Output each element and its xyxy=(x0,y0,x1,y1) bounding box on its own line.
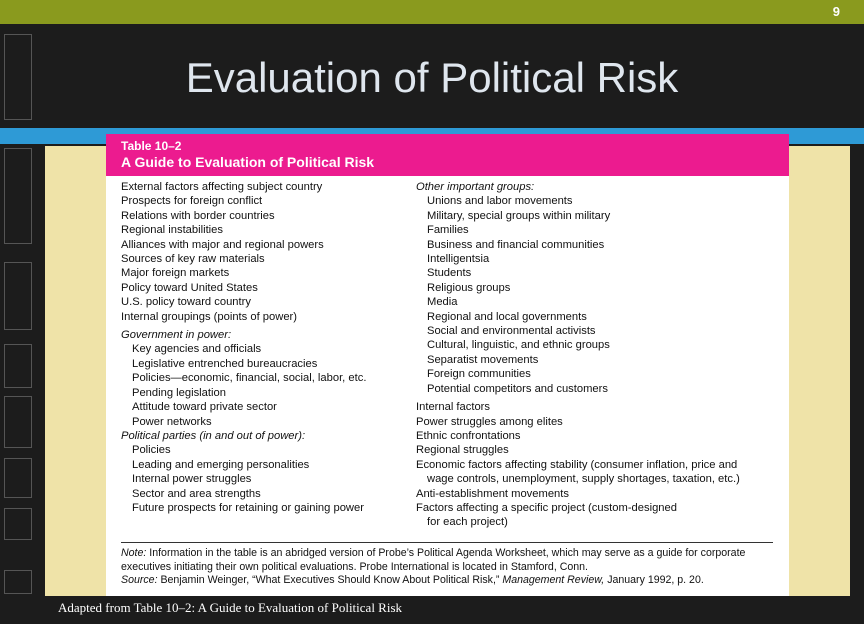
table-line: Sources of key raw materials xyxy=(121,253,265,266)
left-column xyxy=(121,180,366,515)
table-line: Internal factors xyxy=(416,401,490,414)
table-group-heading: Political parties (in and out of power): xyxy=(121,429,306,442)
table-line: Religious groups xyxy=(427,281,511,294)
table-line: Major foreign markets xyxy=(121,267,230,280)
table-group-heading: Other important groups: xyxy=(416,181,535,193)
table-line: Military, special groups within military xyxy=(427,209,611,222)
table-line: Policies xyxy=(132,444,171,457)
source-text: Benjamin Weinger, “What Executives Should Know About Political Risk,” xyxy=(157,574,503,586)
table-line: Power networks xyxy=(132,415,212,428)
divider xyxy=(121,542,773,543)
table-line: Attitude toward private sector xyxy=(132,401,277,414)
table-number: Table 10–2 xyxy=(121,139,182,153)
table-line: Business and financial communities xyxy=(427,238,605,251)
table-line: Students xyxy=(427,267,472,280)
table-line: Policy toward United States xyxy=(121,281,258,294)
table-notes xyxy=(121,547,781,588)
table-line: Regional and local governments xyxy=(427,310,587,323)
table-line: Foreign communities xyxy=(427,368,531,381)
table-line: for each project) xyxy=(427,516,508,529)
table-line: Economic factors affecting stability (consumer inflation, price and xyxy=(416,458,738,471)
table-line: Social and environmental activists xyxy=(427,325,596,338)
table-line: Key agencies and officials xyxy=(132,343,262,356)
slide-number: 9 xyxy=(832,4,840,19)
table-group-heading: Government in power: xyxy=(121,329,232,342)
table-line: Factors affecting a specific project (custom-designed xyxy=(416,501,677,514)
table-line: Cultural, linguistic, and ethnic groups xyxy=(427,339,610,352)
table-line: Separatist movements xyxy=(427,353,539,366)
table-line: wage controls, unemployment, supply shortages, taxation, etc.) xyxy=(427,473,740,486)
table-line: Intelligentsia xyxy=(427,253,490,266)
table-line: External factors affecting subject country xyxy=(121,181,323,193)
table-line: Alliances with major and regional powers xyxy=(121,238,324,251)
slide-footer: Adapted from Table 10–2: A Guide to Evaluation of Political Risk xyxy=(58,600,403,615)
table-line: Sector and area strengths xyxy=(132,487,261,500)
table-line: Media xyxy=(427,296,458,309)
table-line: Potential competitors and customers xyxy=(427,382,608,395)
table-line: Unions and labor movements xyxy=(427,195,573,208)
note-text: Information in the table is an abridged version of Probe’s Political Agenda Worksheet, which may serve as a guide for corporate executives initiating their own political evaluations. Probe International is located in Stamford, Conn. xyxy=(121,547,746,573)
note-label: Note: xyxy=(121,547,147,559)
source-label: Source: xyxy=(121,574,158,586)
right-column xyxy=(416,180,740,530)
table-line: Leading and emerging personalities xyxy=(132,458,310,471)
note-line xyxy=(121,547,781,574)
left-decoration xyxy=(0,24,40,624)
slide-title: Evaluation of Political Risk xyxy=(185,54,679,101)
table-line: U.S. policy toward country xyxy=(121,296,251,309)
table-line: Power struggles among elites xyxy=(416,415,563,428)
table-title: A Guide to Evaluation of Political Risk xyxy=(121,154,375,170)
table-line: Regional instabilities xyxy=(121,224,223,237)
table-line: Families xyxy=(427,224,469,237)
table-line: Regional struggles xyxy=(416,444,509,457)
source-journal: Management Review, xyxy=(502,574,605,586)
table-line: Future prospects for retaining or gaining power xyxy=(132,501,364,514)
source-tail: January 1992, p. 20. xyxy=(604,574,704,586)
source-line xyxy=(121,574,781,588)
table-line: Pending legislation xyxy=(132,386,226,399)
table-line: Anti-establishment movements xyxy=(416,487,569,500)
table-line: Ethnic confrontations xyxy=(416,429,521,442)
table-image xyxy=(106,134,789,596)
top-accent-bar xyxy=(0,0,864,24)
table-line: Relations with border countries xyxy=(121,209,275,222)
table-line: Prospects for foreign conflict xyxy=(121,195,263,208)
table-line: Policies—economic, financial, social, labor, etc. xyxy=(132,372,367,385)
table-header xyxy=(106,134,789,176)
table-line: Internal groupings (points of power) xyxy=(121,310,297,323)
table-line: Legislative entrenched bureaucracies xyxy=(132,357,318,370)
table-line: Internal power struggles xyxy=(132,473,252,486)
